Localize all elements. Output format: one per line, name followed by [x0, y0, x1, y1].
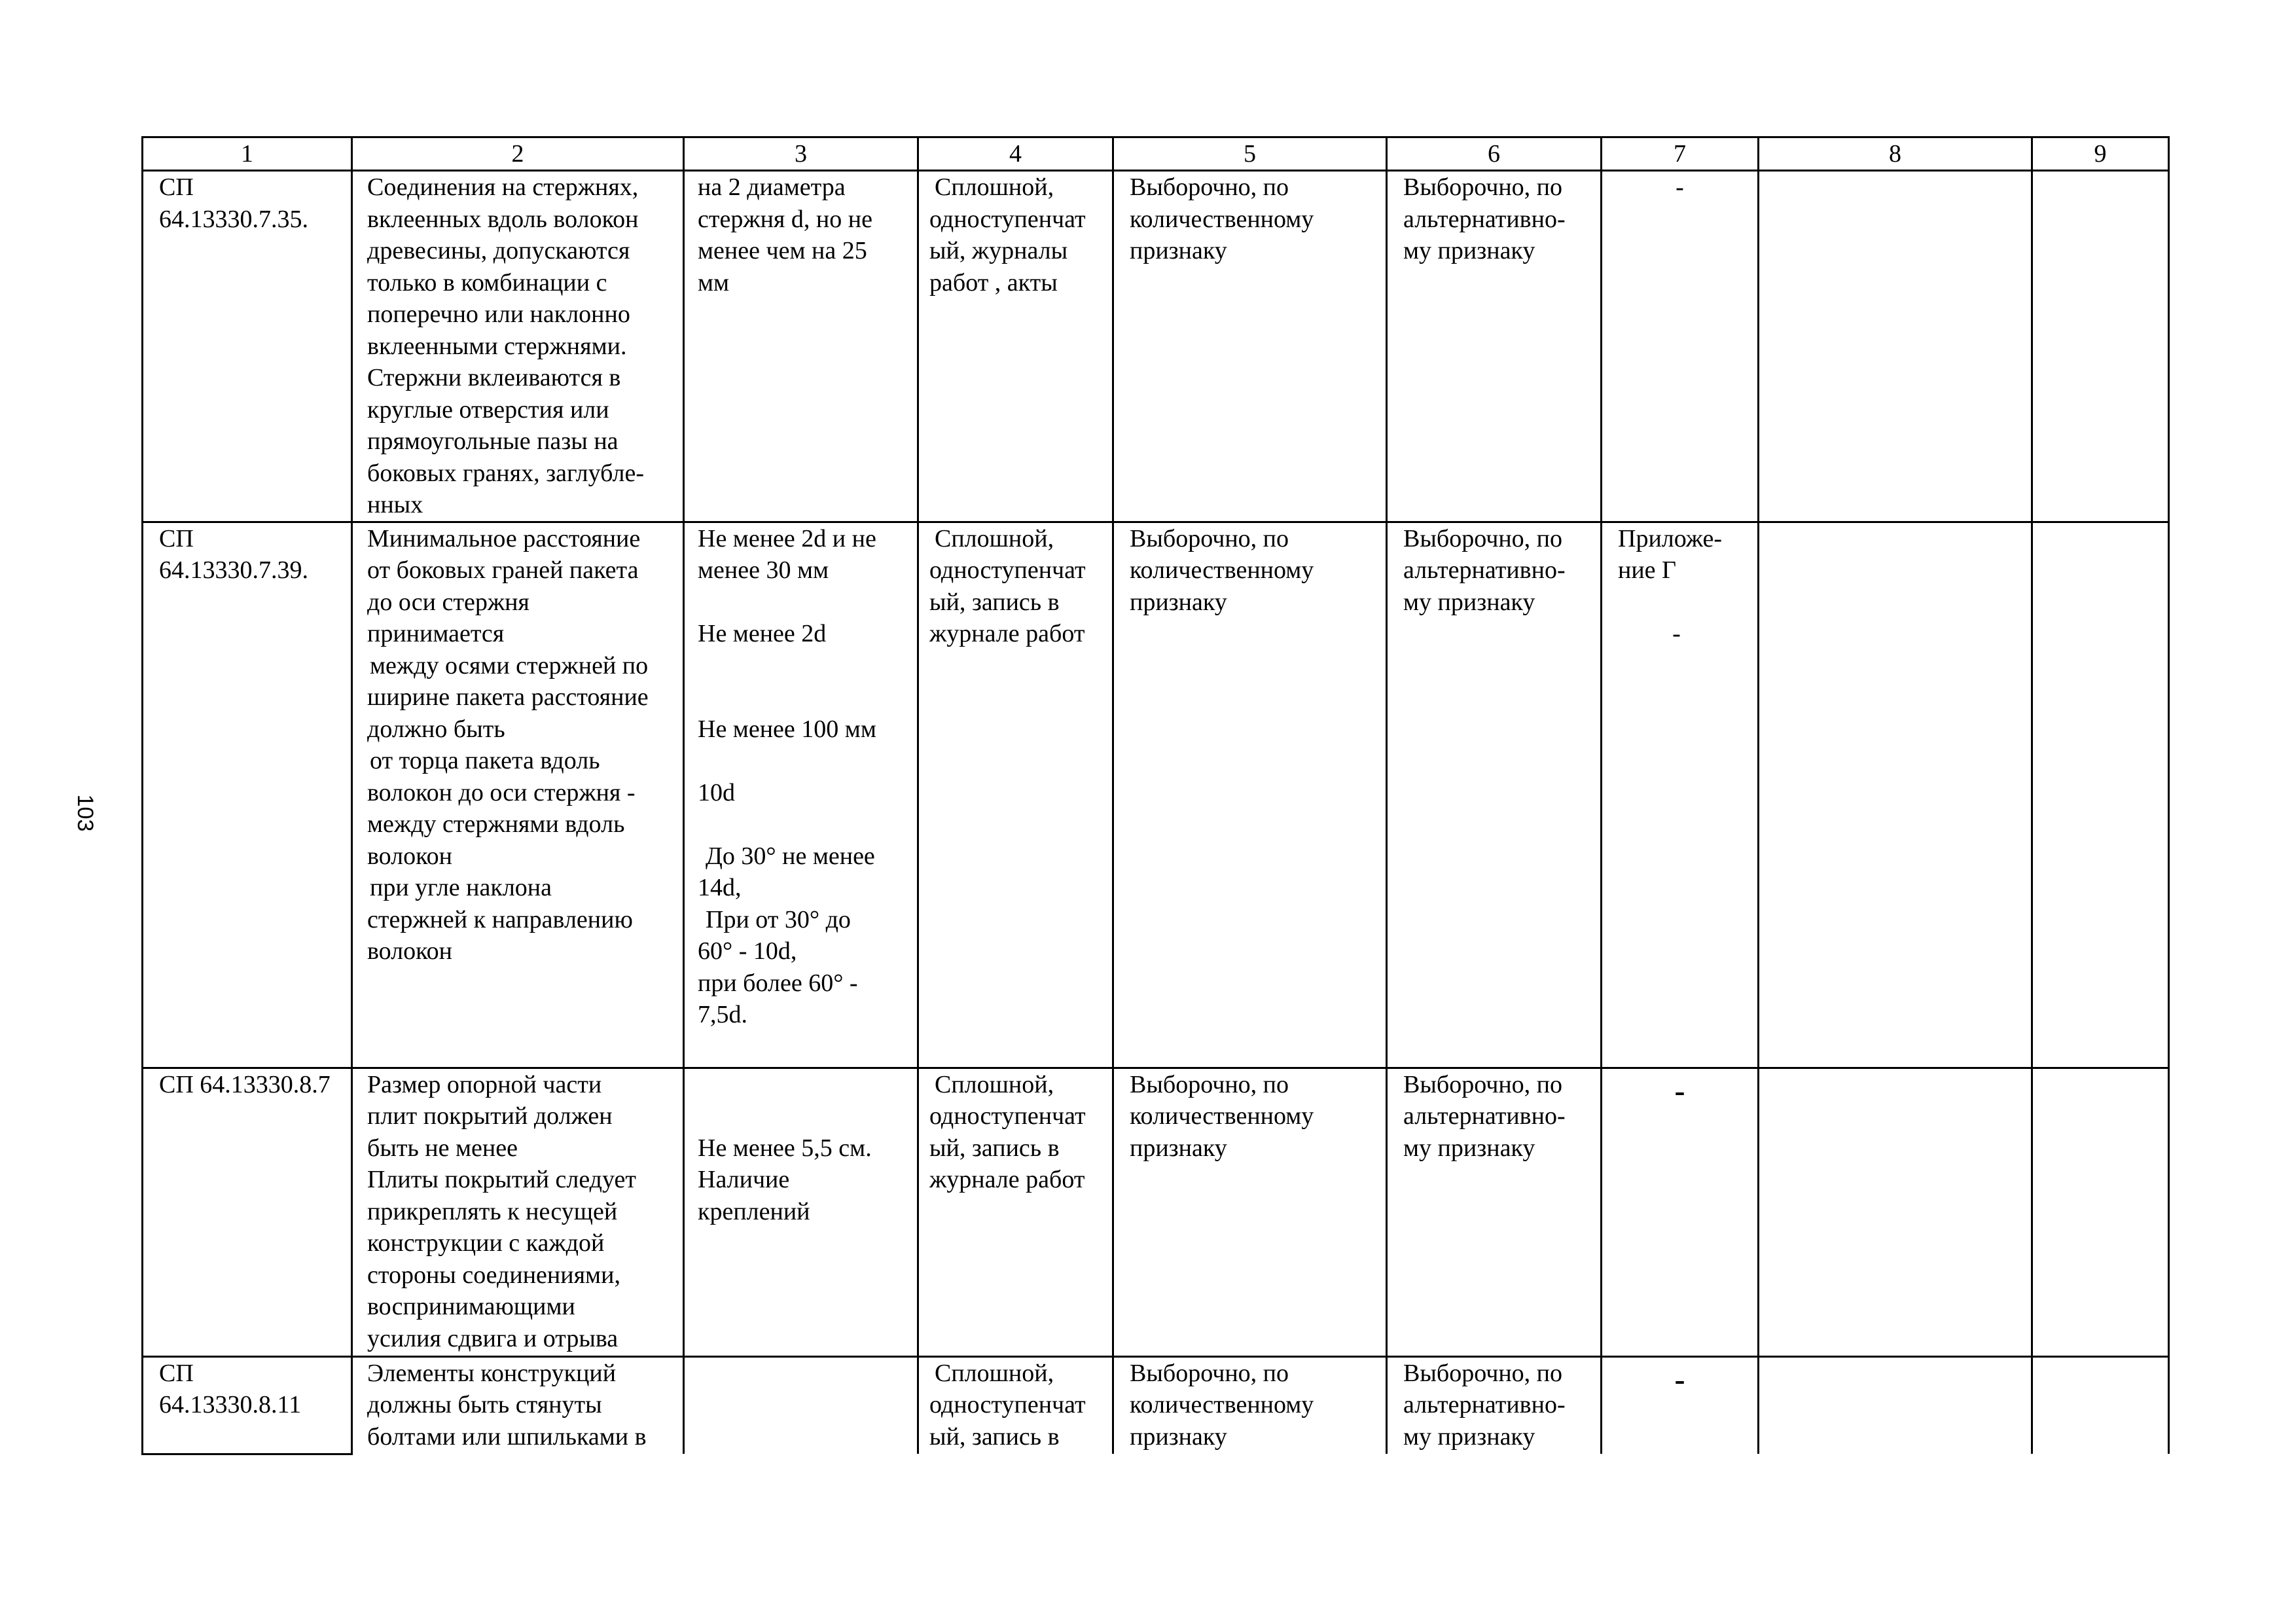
control-method-cell	[918, 171, 1113, 522]
text-line: ый, журналы	[929, 237, 1068, 264]
empty-cell	[2032, 171, 2169, 522]
appendix-cell	[1602, 1356, 1759, 1454]
table-header-row	[143, 137, 2169, 171]
text-line: прямоугольные пазы на	[367, 427, 619, 455]
text-line: 64.13330.7.35.	[159, 205, 308, 233]
text-line: журнале работ	[929, 620, 1085, 647]
dash-mark: -	[1676, 173, 1684, 201]
tolerance-cell	[684, 1068, 918, 1356]
text-line: между стержнями вдоль	[367, 810, 625, 838]
text-line: 60° - 10d,	[698, 937, 797, 965]
text-line: ый, запись в	[929, 1134, 1060, 1162]
tolerance-cell	[684, 1356, 918, 1454]
text-line: При от 30° до	[706, 905, 851, 933]
text-line: болтами или шпильками в	[367, 1422, 647, 1451]
inspection-table	[141, 136, 2170, 1455]
text-line: нных	[367, 491, 423, 518]
text-line: количественному	[1130, 205, 1314, 233]
empty-cell	[2032, 522, 2169, 1068]
column-header: 7	[1602, 137, 1759, 171]
text-line: одноступенчат	[929, 205, 1086, 233]
table-row	[143, 522, 2169, 1068]
text-line: Элементы конструкций	[367, 1359, 617, 1387]
text-line: Не менее 100 мм	[698, 715, 876, 743]
column-header: 6	[1387, 137, 1602, 171]
text-line: Не менее 5,5 см.	[698, 1134, 872, 1162]
text-line: количественному	[1130, 556, 1314, 584]
requirement-cell	[352, 1356, 684, 1454]
appendix-cell	[1602, 1068, 1759, 1356]
acceptance-cell	[1387, 522, 1602, 1068]
text-line: 14d,	[698, 874, 742, 901]
control-method-cell	[918, 1356, 1113, 1454]
text-line: стержней к направлению	[367, 905, 633, 933]
text-line: прикреплять к несущей	[367, 1197, 618, 1225]
text-line: му признаку	[1403, 1422, 1535, 1451]
empty-cell	[1759, 171, 2032, 522]
text-line: ый, запись в	[929, 1422, 1060, 1451]
text-line: Сплошной,	[935, 1070, 1054, 1098]
text-line: му признаку	[1403, 1134, 1535, 1162]
text-line: креплений	[698, 1197, 810, 1225]
text-line: Размер опорной части	[367, 1070, 602, 1098]
text-line: боковых гранях, заглубле-	[367, 459, 644, 487]
text-line: Не менее 2d	[698, 620, 827, 647]
text-line: СП 64.13330.8.7	[159, 1070, 331, 1098]
acceptance-cell	[1387, 1068, 1602, 1356]
text-line: 7,5d.	[698, 1001, 747, 1028]
spacer	[698, 1100, 914, 1132]
text-line: признаку	[1130, 588, 1227, 616]
text-line: древесины, допускаются	[367, 237, 630, 264]
text-line: СП	[159, 524, 194, 552]
text-line: стержня d, но не	[698, 205, 872, 233]
text-line: Выборочно, по	[1130, 173, 1289, 201]
appendix-cell	[1602, 171, 1759, 522]
text-line: СП	[159, 1359, 194, 1387]
text-line: принимается	[367, 620, 505, 647]
text-line: усилия сдвига и отрыва	[367, 1324, 619, 1352]
tolerance-cell	[684, 522, 918, 1068]
text-line: стороны соединениями,	[367, 1261, 620, 1289]
spacer	[698, 586, 914, 619]
acceptance-cell	[1387, 1356, 1602, 1454]
text-line: 64.13330.8.11	[159, 1391, 302, 1418]
norm-reference-cell	[143, 171, 352, 522]
text-line: от торца пакета вдоль	[370, 747, 600, 774]
text-line: Сплошной,	[935, 173, 1054, 201]
text-line: на 2 диаметра	[698, 173, 846, 201]
text-line: Выборочно, по	[1403, 1070, 1563, 1098]
text-line: До 30° не менее	[706, 842, 875, 870]
dash-mark: -	[1674, 1362, 1685, 1397]
empty-cell	[1759, 1356, 2032, 1454]
norm-reference-cell	[143, 522, 352, 1068]
text-line: одноступенчат	[929, 1391, 1086, 1418]
text-line: Выборочно, по	[1130, 1359, 1289, 1387]
text-line: му признаку	[1403, 588, 1535, 616]
text-line: между осями стержней по	[370, 651, 649, 679]
acceptance-cell	[1387, 171, 1602, 522]
text-line: журнале работ	[929, 1166, 1085, 1193]
text-line: альтернативно-	[1403, 205, 1566, 233]
table-row	[143, 1356, 2169, 1454]
dash-mark: -	[1672, 620, 1681, 647]
text-line: альтернативно-	[1403, 1391, 1566, 1418]
text-line: признаку	[1130, 1422, 1227, 1451]
spacer	[698, 808, 914, 840]
text-line: одноступенчат	[929, 556, 1086, 584]
text-line: мм	[698, 268, 730, 297]
text-line: количественному	[1130, 1102, 1314, 1130]
column-header: 2	[352, 137, 684, 171]
empty-cell	[1759, 1068, 2032, 1356]
control-method-cell	[918, 522, 1113, 1068]
text-line: Сплошной,	[935, 524, 1054, 552]
text-line: му признаку	[1403, 237, 1535, 264]
table-row	[143, 1068, 2169, 1356]
text-line: альтернативно-	[1403, 1102, 1566, 1130]
page-number: 103	[73, 794, 98, 832]
text-line: до оси стержня	[367, 588, 529, 616]
text-line: от боковых граней пакета	[367, 556, 639, 584]
requirement-cell	[352, 1068, 684, 1356]
text-line: при более 60° -	[698, 969, 858, 997]
text-line: поперечно или наклонно	[367, 300, 630, 328]
norm-reference-cell	[143, 1068, 352, 1356]
column-header: 4	[918, 137, 1113, 171]
column-header: 9	[2032, 137, 2169, 171]
tolerance-cell	[684, 171, 918, 522]
text-line: Выборочно, по	[1403, 173, 1563, 201]
text-line: плит покрытий должен	[367, 1102, 613, 1130]
text-line: Приложе-	[1618, 524, 1723, 552]
text-line: признаку	[1130, 237, 1227, 264]
sampling-cell	[1113, 522, 1387, 1068]
text-line: альтернативно-	[1403, 556, 1566, 584]
column-header: 8	[1759, 137, 2032, 171]
column-header: 1	[143, 137, 352, 171]
empty-cell	[1759, 522, 2032, 1068]
text-line: волокон	[367, 937, 453, 965]
text-line: 64.13330.7.39.	[159, 556, 308, 584]
text-line: количественному	[1130, 1391, 1314, 1418]
text-line: должны быть стянуты	[367, 1391, 602, 1418]
empty-cell	[2032, 1068, 2169, 1356]
norm-reference-cell	[143, 1356, 352, 1454]
text-line: Соединения на стержнях,	[367, 173, 639, 201]
sampling-cell	[1113, 171, 1387, 522]
empty-cell	[2032, 1356, 2169, 1454]
column-header: 3	[684, 137, 918, 171]
text-line: только в комбинации с	[367, 268, 607, 297]
text-line: Выборочно, по	[1403, 524, 1563, 552]
text-line: волокон до оси стержня -	[367, 778, 636, 806]
text-line: Выборочно, по	[1403, 1359, 1563, 1387]
sampling-cell	[1113, 1068, 1387, 1356]
spacer	[698, 681, 914, 713]
text-line: Выборочно, по	[1130, 1070, 1289, 1098]
text-line: волокон	[367, 842, 453, 870]
text-line: менее чем на 25	[698, 237, 867, 264]
spacer	[1618, 586, 1755, 619]
spacer	[698, 650, 914, 682]
text-line: Стержни вклеиваются в	[367, 364, 621, 391]
text-line: Не менее 2d и не	[698, 524, 876, 552]
text-line: 10d	[698, 778, 735, 806]
requirement-cell	[352, 171, 684, 522]
control-method-cell	[918, 1068, 1113, 1356]
spacer	[698, 745, 914, 777]
text-line: круглые отверстия или	[367, 395, 609, 424]
text-line: Сплошной,	[935, 1359, 1054, 1387]
text-line: ый, запись в	[929, 588, 1060, 616]
appendix-cell	[1602, 522, 1759, 1068]
text-line: вклеенных вдоль волокон	[367, 205, 639, 233]
text-line: вклеенными стержнями.	[367, 332, 627, 360]
text-line: при угле наклона	[370, 874, 552, 901]
spacer	[698, 1069, 914, 1101]
text-line: воспринимающими	[367, 1293, 575, 1320]
text-line: должно быть	[367, 715, 505, 743]
text-line: одноступенчат	[929, 1102, 1086, 1130]
column-header: 5	[1113, 137, 1387, 171]
sampling-cell	[1113, 1356, 1387, 1454]
text-line: конструкции с каждой	[367, 1229, 605, 1257]
text-line: Наличие	[698, 1166, 790, 1193]
text-line: быть не менее	[367, 1134, 518, 1162]
text-line: Плиты покрытий следует	[367, 1166, 636, 1193]
text-line: работ , акты	[929, 268, 1058, 297]
text-line: признаку	[1130, 1134, 1227, 1162]
text-line: менее 30 мм	[698, 556, 829, 584]
text-line: ширине пакета расстояние	[367, 683, 649, 711]
table-row	[143, 171, 2169, 522]
dash-mark: -	[1674, 1073, 1685, 1108]
text-line: Минимальное расстояние	[367, 524, 641, 552]
text-line: СП	[159, 173, 194, 201]
text-line: Выборочно, по	[1130, 524, 1289, 552]
text-line: ние Г	[1618, 556, 1677, 584]
requirement-cell	[352, 522, 684, 1068]
